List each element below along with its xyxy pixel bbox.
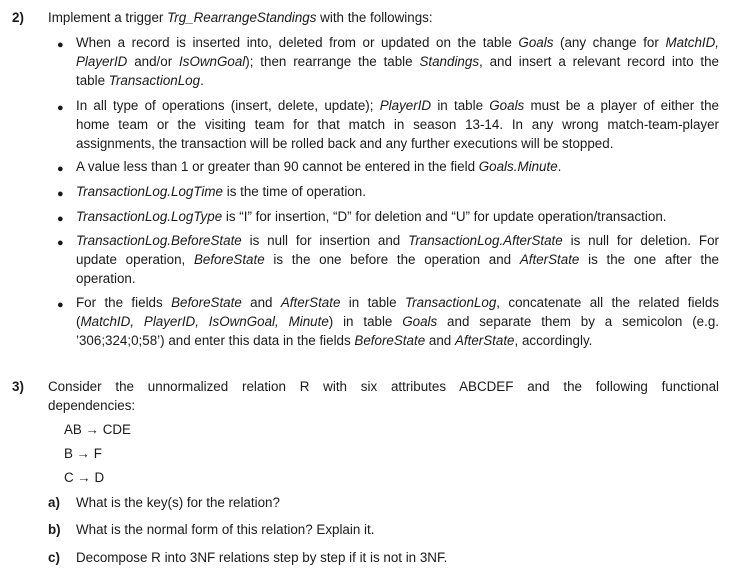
field-afterstate: AfterState: [519, 252, 580, 267]
bullet-icon: ●: [57, 299, 64, 311]
bullet-2-line-3: assignments, the transaction will be rolled back and any further executions will be stopped.: [76, 136, 614, 151]
bullet-icon: ●: [57, 102, 64, 114]
field-beforestate: BeforeState: [171, 295, 242, 310]
bullet-5-text: [76, 208, 667, 227]
bullet-4-text: [76, 183, 366, 202]
text: is null for deletion. For: [562, 233, 719, 248]
field-afterstate: AfterState: [280, 295, 341, 310]
sub-question-label: c): [48, 550, 60, 565]
bullet-1-line-2: [76, 53, 719, 72]
bullet-1-line-3: [76, 72, 204, 91]
bullet-3-text: [76, 158, 561, 177]
text: ’306;324;0;58’) and enter this data in the fields: [76, 333, 355, 348]
text: and: [241, 295, 281, 310]
text: ) in table: [328, 314, 403, 329]
text: and: [425, 333, 455, 348]
text: , and insert a relevant record into the: [479, 54, 719, 69]
field-beforestate: BeforeState: [354, 333, 426, 348]
bullet-7-line-2: [76, 313, 719, 332]
bullet-icon: ●: [57, 213, 64, 225]
bullet-6-line-2: [76, 251, 719, 270]
text: and/or: [127, 54, 180, 69]
functional-dependency-1: AB → CDE: [64, 422, 131, 437]
field-matchid: MatchID,: [665, 35, 720, 50]
trigger-name: Trg_RearrangeStandings: [167, 10, 317, 25]
bullet-icon: ●: [57, 237, 64, 249]
field-playerid: PlayerID: [76, 54, 128, 69]
text: .: [557, 159, 562, 174]
text: For the fields: [76, 295, 172, 310]
text: must be a player of either the: [524, 98, 720, 113]
bullet-icon: ●: [57, 39, 64, 51]
text: in table: [340, 295, 405, 310]
text: is the time of operation.: [223, 184, 366, 199]
sub-question-label: a): [48, 495, 60, 510]
sub-question-text: Decompose R into 3NF relations step by step if it is not in 3NF.: [76, 550, 448, 565]
text: .: [200, 73, 204, 88]
field-beforestate: TransactionLog.BeforeState: [76, 233, 242, 248]
bullet-6-line-1: [76, 232, 719, 251]
field-goals: Goals: [518, 35, 554, 50]
field-isowngoal: IsOwnGoal: [179, 54, 246, 69]
field-logtype: TransactionLog.LogType: [76, 209, 223, 224]
bullet-icon: ●: [57, 188, 64, 200]
text: A value less than 1 or greater than 90 cannot be entered in the field: [76, 159, 479, 174]
text: is “I” for insertion, “D” for deletion and “U” for update operation/transaction.: [222, 209, 667, 224]
field-afterstate: TransactionLog.AfterState: [408, 233, 563, 248]
sub-question-label: b): [48, 522, 61, 537]
text: ); then rearrange the table: [245, 54, 420, 69]
bullet-2-line-2: home team or the visiting team for that match in season 13-14. In any wrong match-team-player: [76, 117, 719, 132]
field-logtime: TransactionLog.LogTime: [76, 184, 224, 199]
field-afterstate: AfterState: [454, 333, 515, 348]
table-standings: Standings: [419, 54, 480, 69]
bullet-7-line-1: [76, 294, 719, 313]
sub-question-text: What is the key(s) for the relation?: [76, 495, 280, 510]
intro-text: Implement a trigger: [48, 10, 168, 25]
sub-question-text: What is the normal form of this relation? Explain it.: [76, 522, 375, 537]
bullet-6-line-3: operation.: [76, 271, 136, 286]
text: in table: [431, 98, 490, 113]
functional-dependency-2: B → F: [64, 446, 102, 461]
text: (: [76, 314, 81, 329]
field-playerid: PlayerID: [379, 98, 432, 113]
text: is null for insertion and: [241, 233, 409, 248]
field-beforestate: BeforeState: [193, 252, 265, 267]
text: , accordingly.: [514, 333, 593, 348]
intro-text-end: with the followings:: [316, 10, 433, 25]
text: In all type of operations (insert, delete, update);: [76, 98, 380, 113]
table-transactionlog: TransactionLog: [108, 73, 201, 88]
field-goals-minute: Goals.Minute: [478, 159, 558, 174]
bullet-1-line-1: [76, 34, 719, 53]
field-list: MatchID, PlayerID, IsOwnGoal, Minute: [80, 314, 329, 329]
question-3-line-2: dependencies:: [48, 398, 136, 413]
text: update operation,: [76, 252, 194, 267]
table-transactionlog: TransactionLog: [404, 295, 497, 310]
table-goals: Goals: [402, 314, 438, 329]
question-3-number: 3): [12, 379, 24, 394]
text: and separate them by a semicolon (e.g.: [437, 314, 719, 329]
bullet-2-line-1: [76, 97, 719, 116]
question-2-intro: [48, 9, 433, 28]
question-3-line-1: Consider the unnormalized relation R with six attributes ABCDEF and the following functional: [48, 379, 719, 394]
question-2-number: 2): [12, 10, 24, 25]
table-goals: Goals: [489, 98, 525, 113]
text: When a record is inserted into, deleted from or updated on the table: [76, 35, 519, 50]
text: is the one before the operation and: [264, 252, 520, 267]
text: (any change for: [553, 35, 666, 50]
bullet-7-line-3: [76, 332, 592, 351]
functional-dependency-3: C → D: [64, 470, 105, 485]
text: table: [76, 73, 109, 88]
text: , concatenate all the related fields: [496, 295, 720, 310]
bullet-icon: ●: [57, 163, 64, 175]
text: is the one after the: [579, 252, 719, 267]
